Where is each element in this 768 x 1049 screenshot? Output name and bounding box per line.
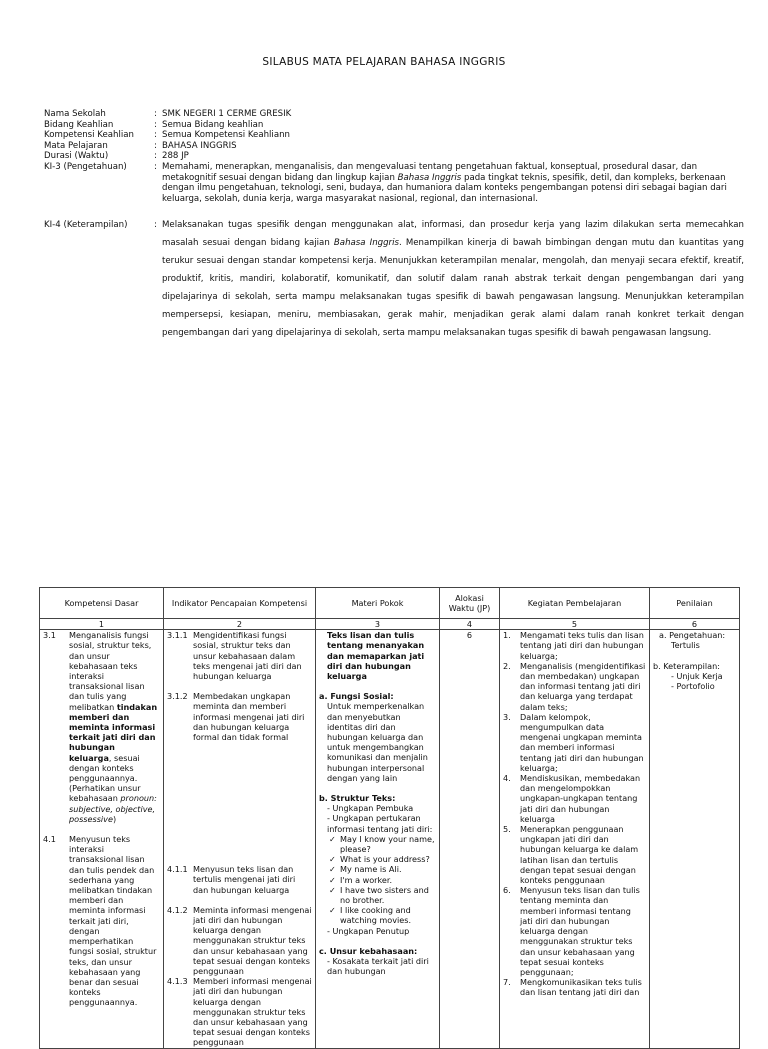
expression-text: What is your address? bbox=[340, 854, 430, 865]
kegiatan-text: Mengkomunikasikan teks tulis dan lisan tentang jati diri dan bbox=[520, 977, 642, 998]
ipk-text: Mengidentifikasi fungsi sosial, struktur teks dan unsur kebahasaan dalam teks mengenai jati diri dan hubungan keluarga bbox=[193, 630, 302, 682]
column-number: 2 bbox=[164, 619, 316, 630]
kegiatan-text: Dalam kelompok, mengumpulkan data mengenai ungkapan meminta dan memberi informasi tentang jati diri dan hubungan keluarga; bbox=[520, 711, 644, 773]
kegiatan-item bbox=[503, 630, 646, 661]
info-colon: : bbox=[154, 220, 157, 231]
kd-text-bold: tindakan memberi dan meminta informasi terkait jati diri dan hubungan keluarga bbox=[69, 701, 158, 763]
fungsi-sosial-text: Untuk memperkenalkan dan menyebutkan identitas diri dan hubungan keluarga dan untuk mengembangkan komunikasi dan menjalin hubungan interpersonal dengan yang lain bbox=[327, 701, 428, 783]
expression-text: I'm a worker. bbox=[340, 874, 393, 885]
expression-item bbox=[319, 875, 436, 885]
kegiatan-cell bbox=[500, 630, 650, 1048]
kegiatan-text: Menerapkan penggunaan ungkapan jati diri dan hubungan keluarga ke dalam latihan lisan dan tertulis dengan tepat sesuai dengan konteks penggunaan bbox=[520, 824, 639, 886]
kd-text: Menyusun teks interaksi transaksional lisan dan tulis pendek dan sederhana yang melibatkan tindakan memberi dan meminta informasi terkait jati diri, dengan memperhatikan fungsi sosial, struktur teks, dan unsur kebahasaan yang benar dan sesuai konteks penggunaannya. bbox=[69, 834, 157, 1008]
kd-text-b: , sesuai dengan konteks penggunaannya. (Perhatikan unsur kebahasaan bbox=[69, 752, 141, 804]
kegiatan-item bbox=[503, 773, 646, 824]
syllabus-table bbox=[39, 587, 740, 1049]
kegiatan-item bbox=[503, 977, 646, 997]
check-icon: ✓ bbox=[329, 854, 336, 865]
ipk-text: Membedakan ungkapan meminta dan memberi informasi mengenai jati diri dan hubungan keluarga formal dan tidak formal bbox=[193, 691, 305, 743]
column-number: 4 bbox=[440, 619, 500, 630]
penilaian-portofolio: - Portofolio bbox=[671, 681, 715, 692]
kompetensi-dasar-cell bbox=[40, 630, 164, 1048]
info-colon: : bbox=[154, 161, 157, 172]
struktur-item: - Ungkapan pertukaran informasi tentang jati diri: bbox=[327, 813, 433, 834]
info-value: SMK NEGERI 1 CERME GRESIK bbox=[162, 109, 292, 119]
fungsi-sosial-label-text: a. Fungsi Sosial: bbox=[319, 691, 394, 702]
expression-text: May I know your name, please? bbox=[340, 833, 435, 855]
expression-item bbox=[319, 885, 436, 905]
ipk-text: Meminta informasi mengenai jati diri dan hubungan keluarga dengan menggunakan struktur teks dan unsur kebahasaan yang tepat sesuai dengan konteks penggunaan bbox=[193, 904, 312, 977]
unsur-kebahasaan-label bbox=[319, 946, 436, 956]
info-value: 288 JP bbox=[162, 151, 189, 162]
penilaian-unjuk-kerja: - Unjuk Kerja bbox=[671, 670, 723, 681]
unsur-item: - Kosakata terkait jati diri dan hubungan bbox=[327, 956, 429, 977]
kd-text-a: Menganalisis fungsi sosial, struktur teks, dan unsur kebahasaan teks interaksi transaksional lisan dan tulis yang melibatkan bbox=[69, 630, 152, 712]
kd-3-1 bbox=[43, 630, 160, 824]
info-label: Durasi (Waktu) bbox=[44, 151, 109, 162]
kd-text bbox=[69, 630, 160, 824]
check-icon: ✓ bbox=[329, 905, 336, 916]
materi-heading bbox=[319, 630, 436, 681]
kegiatan-text: Menganalisis (mengidentifikasi dan membedakan) ungkapan dan informasi tentang jati diri dan keluarga yang terdapat dalam teks; bbox=[520, 660, 646, 712]
materi-pokok-cell bbox=[316, 630, 440, 1048]
kd-number: 4.1 bbox=[43, 834, 56, 845]
check-icon: ✓ bbox=[329, 864, 336, 875]
kegiatan-text: Mengamati teks tulis dan lisan tentang jati diri dan hubungan keluarga; bbox=[520, 630, 644, 661]
ipk-item bbox=[167, 864, 312, 895]
penilaian-keterampilan: b. Keterampilan: bbox=[653, 660, 720, 671]
struktur-item: - Ungkapan Pembuka bbox=[327, 803, 414, 814]
header-alokasi-waktu: Alokasi Waktu (JP) bbox=[440, 588, 500, 619]
kegiatan-number: 6. bbox=[503, 885, 511, 896]
table-number-row bbox=[40, 619, 740, 630]
alokasi-cell: 6 bbox=[440, 630, 500, 1048]
header-materi-pokok: Materi Pokok bbox=[316, 588, 440, 619]
ipk-item bbox=[167, 905, 312, 976]
column-number: 6 bbox=[650, 619, 740, 630]
struktur-item: - Ungkapan Penutup bbox=[327, 925, 410, 936]
ipk-item bbox=[167, 630, 312, 681]
expression-text: My name is Ali. bbox=[340, 864, 402, 875]
info-label: Kompetensi Keahlian bbox=[44, 130, 134, 141]
page-title: SILABUS MATA PELAJARAN BAHASA INGGRIS bbox=[262, 56, 506, 68]
expression-item bbox=[319, 834, 436, 854]
kegiatan-text: Menyusun teks lisan dan tulis tentang meminta dan memberi informasi tentang jati diri dan hubungan keluarga dengan menggunakan struktur teks dan unsur kebahasaan yang tepat sesuai konteks penggunaan; bbox=[520, 885, 640, 977]
info-colon: : bbox=[154, 119, 157, 130]
info-colon: : bbox=[154, 130, 157, 141]
expression-item bbox=[319, 905, 436, 925]
info-row-subject bbox=[44, 141, 744, 152]
info-label: Bidang Keahlian bbox=[44, 119, 114, 130]
info-colon: : bbox=[154, 151, 157, 162]
indikator-cell bbox=[164, 630, 316, 1048]
info-value: BAHASA INGGRIS bbox=[162, 140, 237, 151]
ipk-text: Menyusun teks lisan dan tertulis mengenai jati diri dan hubungan keluarga bbox=[193, 864, 296, 895]
penilaian-cell bbox=[650, 630, 740, 1048]
materi-heading-text: Teks lisan dan tulis tentang menanyakan dan memaparkan jati diri dan hubungan keluarga bbox=[327, 630, 425, 682]
unsur-kebahasaan-label-text: c. Unsur kebahasaan: bbox=[319, 945, 418, 956]
penilaian-pengetahuan: a. Pengetahuan: bbox=[659, 630, 726, 641]
ipk-number: 3.1.1 bbox=[167, 630, 188, 641]
ki3-text-a: Memahami, menerapkan, menganalisis, dan mengevaluasi tentang pengetahuan faktual, konseptual, prosedural dasar, dan metakognitif sesuai dengan bidang dan lingkup kajian bbox=[162, 161, 698, 183]
identity-block bbox=[44, 109, 744, 342]
kegiatan-item bbox=[503, 824, 646, 885]
kegiatan-number: 3. bbox=[503, 711, 511, 722]
kegiatan-number: 1. bbox=[503, 630, 511, 641]
struktur-teks-label bbox=[319, 793, 436, 803]
info-colon: : bbox=[154, 109, 157, 119]
table-row bbox=[40, 630, 740, 1048]
penilaian-tertulis: Tertulis bbox=[671, 640, 700, 651]
expression-item bbox=[319, 854, 436, 864]
check-icon: ✓ bbox=[329, 884, 336, 895]
ki4-text bbox=[162, 216, 744, 342]
kegiatan-number: 7. bbox=[503, 977, 511, 988]
header-kompetensi-dasar: Kompetensi Dasar bbox=[40, 588, 164, 619]
fungsi-sosial-label bbox=[319, 691, 436, 701]
ki3-label: KI-3 (Pengetahuan) bbox=[44, 161, 127, 172]
info-value: Semua Bidang keahlian bbox=[162, 119, 264, 130]
ki3-text-em: Bahasa Inggris bbox=[397, 172, 462, 183]
ki4-text-em: Bahasa Inggris bbox=[333, 238, 399, 249]
info-row-competency bbox=[44, 130, 744, 141]
kegiatan-number: 2. bbox=[503, 660, 511, 671]
ipk-number: 4.1.3 bbox=[167, 976, 188, 987]
ki4-text-b: . Menampilkan kinerja di bawah bimbingan dengan mutu dan kuantitas yang terukur sesuai dengan standar kompetensi kerja. Menunjukkan keterampilan menalar, mengolah, dan menyaji secara efektif, kreatif, produktif, kritis, mandiri, kolaboratif, komunikatif, dan solutif dalam ranah abstrak terkait dengan pengembangan dari yang dipelajarinya di sekolah, serta mampu melaksanakan tugas spesifik di bawah pengawasan langsung. Menunjukkan keterampilan mempersepsi, kesiapan, meniru, membiasakan, gerak mahir, menjadikan gerak alami dalam ranah konkret terkait dengan pengembangan dari yang dipelajarinya di sekolah, serta mampu melaksanakan tugas spesifik di bawah pengawasan langsung. bbox=[162, 238, 744, 339]
ipk-number: 4.1.1 bbox=[167, 864, 188, 875]
expression-item bbox=[319, 864, 436, 874]
kegiatan-item bbox=[503, 885, 646, 977]
kd-number: 3.1 bbox=[43, 630, 56, 641]
column-number: 5 bbox=[500, 619, 650, 630]
info-value: Semua Kompetensi Keahliann bbox=[162, 130, 290, 141]
kegiatan-item bbox=[503, 661, 646, 712]
ipk-item bbox=[167, 691, 312, 742]
kd-text-em: pronoun: subjective, objective, possessive bbox=[69, 793, 157, 824]
ki4-row bbox=[44, 220, 744, 342]
column-number: 3 bbox=[316, 619, 440, 630]
ipk-number: 4.1.2 bbox=[167, 904, 188, 915]
info-row-field bbox=[44, 120, 744, 131]
info-row-duration bbox=[44, 151, 744, 162]
info-label: Mata Pelajaran bbox=[44, 140, 108, 151]
kegiatan-item bbox=[503, 712, 646, 773]
kd-text-c: ) bbox=[112, 813, 117, 824]
ki3-text-b: pada tingkat teknis, spesifik, detil, dan kompleks, berkenaan dengan ilmu pengetahuan, teknologi, seni, budaya, dan humaniora dalam konteks pengembangan potensi diri sebagai bagian dari keluarga, sekolah, dunia kerja, warga masyarakat nasional, regional, dan internasional. bbox=[162, 172, 727, 204]
ipk-text: Memberi informasi mengenai jati diri dan hubungan keluarga dengan menggunakan struktur teks dan unsur kebahasaan yang tepat sesuai dengan konteks penggunaan bbox=[193, 976, 312, 1048]
check-icon: ✓ bbox=[329, 874, 336, 885]
column-number: 1 bbox=[40, 619, 164, 630]
kegiatan-text: Mendiskusikan, membedakan dan mengelompokkan ungkapan-ungkapan tentang jati diri dan hubungan keluarga bbox=[520, 773, 641, 824]
kegiatan-number: 5. bbox=[503, 824, 511, 835]
ki3-text bbox=[162, 162, 744, 204]
kegiatan-number: 4. bbox=[503, 773, 511, 784]
info-label: Nama Sekolah bbox=[44, 109, 106, 119]
ki4-label: KI-4 (Keterampilan) bbox=[44, 220, 128, 231]
expression-text: I have two sisters and no brother. bbox=[340, 884, 429, 906]
header-kegiatan: Kegiatan Pembelajaran bbox=[500, 588, 650, 619]
struktur-teks-label-text: b. Struktur Teks: bbox=[319, 793, 396, 804]
header-indikator: Indikator Pencapaian Kompetensi bbox=[164, 588, 316, 619]
kd-4-1 bbox=[43, 834, 160, 1007]
ki4-text-a: Melaksanakan tugas spesifik dengan menggunakan alat, informasi, dan prosedur kerja yang lazim dilakukan serta memecahkan masalah sesuai dengan bidang kajian bbox=[162, 220, 744, 249]
expression-text: I like cooking and watching movies. bbox=[340, 905, 412, 926]
info-row-school bbox=[44, 109, 744, 120]
check-icon: ✓ bbox=[329, 833, 336, 844]
header-penilaian: Penilaian bbox=[650, 588, 740, 619]
ki3-row bbox=[44, 162, 744, 204]
ipk-item bbox=[167, 976, 312, 1047]
info-colon: : bbox=[154, 140, 157, 151]
ipk-number: 3.1.2 bbox=[167, 691, 188, 702]
table-header-row bbox=[40, 588, 740, 619]
